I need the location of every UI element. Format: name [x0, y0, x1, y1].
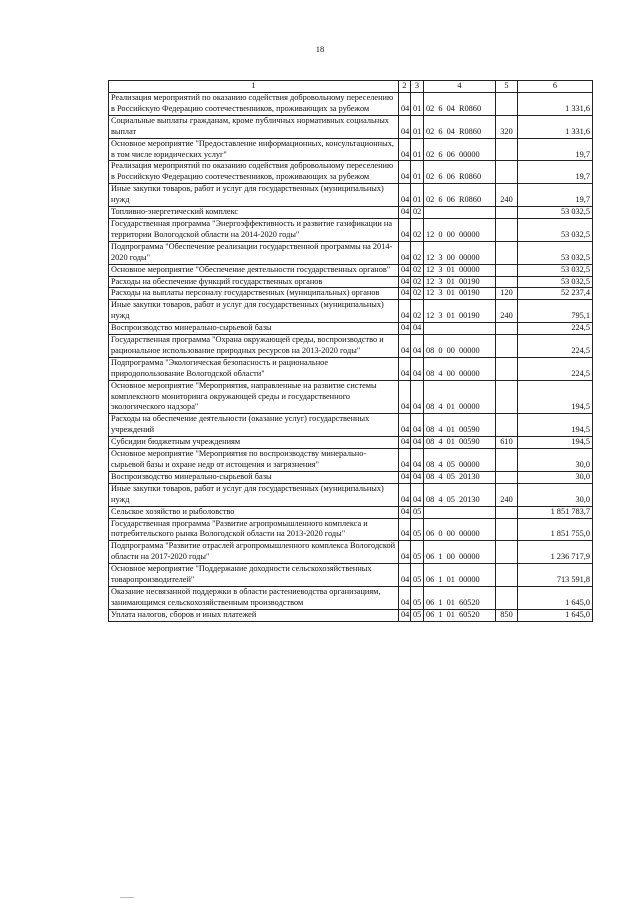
cell-vr [496, 449, 518, 472]
cell-pr: 01 [411, 115, 424, 138]
cell-csr: 08 4 05 20130 [424, 471, 496, 483]
cell-sum: 224,5 [518, 335, 593, 358]
cell-rz: 04 [399, 586, 411, 609]
cell-vr [496, 471, 518, 483]
cell-pr: 02 [411, 264, 424, 276]
cell-name: Расходы на выплаты персоналу государственных (муниципальных) органов [109, 288, 399, 300]
cell-csr: 12 3 01 00190 [424, 288, 496, 300]
table-row [109, 483, 593, 506]
cell-rz: 04 [399, 437, 411, 449]
cell-vr: 850 [496, 609, 518, 621]
table-row [109, 161, 593, 184]
cell-rz: 04 [399, 518, 411, 541]
cell-name: Социальные выплаты гражданам, кроме публичных нормативных социальных выплат [109, 115, 399, 138]
cell-rz: 04 [399, 288, 411, 300]
cell-vr: 240 [496, 300, 518, 323]
table-row [109, 437, 593, 449]
cell-csr: 06 1 00 00000 [424, 541, 496, 564]
cell-csr: 02 6 04 R0860 [424, 93, 496, 116]
cell-pr: 02 [411, 300, 424, 323]
cell-vr [496, 138, 518, 161]
cell-vr [496, 335, 518, 358]
cell-csr: 08 0 00 00000 [424, 335, 496, 358]
table-row [109, 586, 593, 609]
cell-sum: 713 591,8 [518, 564, 593, 587]
cell-pr: 02 [411, 276, 424, 288]
cell-name: Основное мероприятие "Мероприятия, направленные на развитие системы комплексного мониторинга окружающей среды и государственного экологического надзора" [109, 380, 399, 414]
cell-pr: 01 [411, 138, 424, 161]
cell-name: Расходы на обеспечение функций государственных органов [109, 276, 399, 288]
cell-rz: 04 [399, 335, 411, 358]
cell-vr: 240 [496, 483, 518, 506]
cell-vr [496, 541, 518, 564]
cell-sum: 194,5 [518, 414, 593, 437]
cell-sum: 53 032,5 [518, 264, 593, 276]
cell-vr: 240 [496, 184, 518, 207]
table-row [109, 207, 593, 219]
table-row [109, 506, 593, 518]
cell-name: Иные закупки товаров, работ и услуг для государственных (муниципальных) нужд [109, 184, 399, 207]
cell-sum: 53 032,5 [518, 207, 593, 219]
cell-csr: 08 4 01 00000 [424, 380, 496, 414]
cell-rz: 04 [399, 506, 411, 518]
cell-csr [424, 207, 496, 219]
cell-name: Основное мероприятие "Обеспечение деятельности государственных органов" [109, 264, 399, 276]
cell-vr: 320 [496, 115, 518, 138]
cell-csr [424, 506, 496, 518]
cell-pr: 05 [411, 541, 424, 564]
cell-csr: 06 0 00 00000 [424, 518, 496, 541]
cell-rz: 04 [399, 264, 411, 276]
cell-pr: 05 [411, 564, 424, 587]
cell-sum: 1 331,6 [518, 115, 593, 138]
cell-name: Реализация мероприятий по оказанию содействия добровольному переселению в Российскую Федерацию соотечественников, проживающих за рубежом [109, 93, 399, 116]
cell-vr [496, 518, 518, 541]
cell-name: Оказание несвязанной поддержки в области растениеводства организациям, занимающимся сельскохозяйственным производством [109, 586, 399, 609]
cell-csr: 02 6 06 00000 [424, 138, 496, 161]
cell-rz: 04 [399, 564, 411, 587]
table-row [109, 115, 593, 138]
cell-rz: 04 [399, 483, 411, 506]
cell-name: Государственная программа "Развитие агропромышленного комплекса и потребительского рынка Вологодской области на 2013-2020 годы" [109, 518, 399, 541]
table-row [109, 138, 593, 161]
column-header: 4 [424, 81, 496, 93]
cell-sum: 1 331,6 [518, 93, 593, 116]
cell-rz: 04 [399, 218, 411, 241]
budget-table [108, 80, 593, 622]
cell-csr: 12 0 00 00000 [424, 218, 496, 241]
cell-vr [496, 264, 518, 276]
cell-csr: 06 1 01 60520 [424, 609, 496, 621]
cell-name: Основное мероприятие "Мероприятия по воспроизводству минерально-сырьевой базы и охране недр от истощения и загрязнения" [109, 449, 399, 472]
cell-vr [496, 357, 518, 380]
cell-pr: 02 [411, 241, 424, 264]
cell-rz: 04 [399, 471, 411, 483]
cell-sum: 1 645,0 [518, 609, 593, 621]
table-row [109, 357, 593, 380]
cell-pr: 04 [411, 483, 424, 506]
table-row [109, 471, 593, 483]
cell-name: Уплата налогов, сборов и иных платежей [109, 609, 399, 621]
cell-sum: 194,5 [518, 380, 593, 414]
cell-name: Расходы на обеспечение деятельности (оказание услуг) государственных учреждений [109, 414, 399, 437]
table-row [109, 264, 593, 276]
cell-name: Сельское хозяйство и рыболовство [109, 506, 399, 518]
cell-sum: 53 032,5 [518, 218, 593, 241]
cell-vr: 610 [496, 437, 518, 449]
table-row [109, 218, 593, 241]
cell-pr: 01 [411, 93, 424, 116]
cell-vr [496, 93, 518, 116]
table-row [109, 541, 593, 564]
cell-csr: 06 1 01 00000 [424, 564, 496, 587]
cell-vr [496, 564, 518, 587]
cell-csr: 08 4 01 00590 [424, 437, 496, 449]
cell-sum: 19,7 [518, 161, 593, 184]
table-row [109, 335, 593, 358]
cell-pr: 05 [411, 506, 424, 518]
cell-pr: 04 [411, 357, 424, 380]
cell-vr [496, 506, 518, 518]
cell-csr: 12 3 01 00190 [424, 300, 496, 323]
column-header: 5 [496, 81, 518, 93]
cell-csr: 08 4 05 20130 [424, 483, 496, 506]
cell-pr: 05 [411, 518, 424, 541]
cell-sum: 224,5 [518, 323, 593, 335]
cell-name: Основное мероприятие "Предоставление информационных, консультационных, в том числе юридических услуг" [109, 138, 399, 161]
cell-pr: 04 [411, 471, 424, 483]
cell-pr: 04 [411, 380, 424, 414]
cell-rz: 04 [399, 207, 411, 219]
cell-vr [496, 414, 518, 437]
cell-name: Воспроизводство минерально-сырьевой базы [109, 323, 399, 335]
cell-vr: 120 [496, 288, 518, 300]
cell-vr [496, 380, 518, 414]
table-row [109, 241, 593, 264]
cell-sum: 224,5 [518, 357, 593, 380]
cell-sum: 1 236 717,9 [518, 541, 593, 564]
cell-name: Основное мероприятие "Поддержание доходности сельскохозяйственных товаропроизводителей" [109, 564, 399, 587]
cell-vr [496, 207, 518, 219]
cell-sum: 19,7 [518, 138, 593, 161]
scan-artifact [120, 897, 134, 898]
cell-csr: 02 6 06 R0860 [424, 184, 496, 207]
cell-pr: 01 [411, 184, 424, 207]
cell-name: Государственная программа "Энергоэффективность и развитие газификации на территории Вологодской области на 2014-2020 годы" [109, 218, 399, 241]
table-row [109, 609, 593, 621]
cell-csr: 08 4 05 00000 [424, 449, 496, 472]
cell-rz: 04 [399, 380, 411, 414]
cell-sum: 52 237,4 [518, 288, 593, 300]
cell-vr [496, 218, 518, 241]
cell-rz: 04 [399, 449, 411, 472]
cell-rz: 04 [399, 115, 411, 138]
cell-name: Подпрограмма "Обеспечение реализации государственной программы на 2014-2020 годы" [109, 241, 399, 264]
cell-pr: 04 [411, 449, 424, 472]
cell-rz: 04 [399, 161, 411, 184]
cell-name: Воспроизводство минерально-сырьевой базы [109, 471, 399, 483]
cell-csr: 12 3 01 00000 [424, 264, 496, 276]
column-number-row [109, 81, 593, 93]
table-row [109, 300, 593, 323]
table-row [109, 184, 593, 207]
cell-name: Субсидии бюджетным учреждениям [109, 437, 399, 449]
table-row [109, 323, 593, 335]
cell-vr [496, 586, 518, 609]
cell-pr: 04 [411, 437, 424, 449]
page-number: 18 [315, 44, 325, 54]
cell-name: Реализация мероприятий по оказанию содействия добровольному переселению в Российскую Федерацию соотечественников, проживающих за рубежом [109, 161, 399, 184]
cell-sum: 1 645,0 [518, 586, 593, 609]
cell-rz: 04 [399, 241, 411, 264]
column-header: 3 [411, 81, 424, 93]
cell-pr: 04 [411, 335, 424, 358]
cell-sum: 53 032,5 [518, 241, 593, 264]
budget-table-body [109, 81, 593, 622]
cell-csr: 08 4 01 00590 [424, 414, 496, 437]
cell-vr [496, 276, 518, 288]
cell-sum: 1 851 783,7 [518, 506, 593, 518]
cell-csr [424, 323, 496, 335]
cell-pr: 02 [411, 288, 424, 300]
cell-sum: 53 032,5 [518, 276, 593, 288]
table-row [109, 449, 593, 472]
cell-pr: 05 [411, 586, 424, 609]
cell-csr: 02 6 04 R0860 [424, 115, 496, 138]
cell-name: Подпрограмма "Развитие отраслей агропромышленного комплекса Вологодской области на 2017-2020 годы" [109, 541, 399, 564]
table-row [109, 288, 593, 300]
cell-name: Иные закупки товаров, работ и услуг для государственных (муниципальных) нужд [109, 300, 399, 323]
table-row [109, 380, 593, 414]
column-header: 2 [399, 81, 411, 93]
column-header: 1 [109, 81, 399, 93]
table-row [109, 93, 593, 116]
cell-csr: 12 3 01 00190 [424, 276, 496, 288]
column-header: 6 [518, 81, 593, 93]
cell-name: Иные закупки товаров, работ и услуг для государственных (муниципальных) нужд [109, 483, 399, 506]
cell-sum: 19,7 [518, 184, 593, 207]
cell-sum: 795,1 [518, 300, 593, 323]
cell-sum: 1 851 755,0 [518, 518, 593, 541]
cell-sum: 30,0 [518, 483, 593, 506]
cell-pr: 05 [411, 609, 424, 621]
cell-name: Топливно-энергетический комплекс [109, 207, 399, 219]
cell-rz: 04 [399, 414, 411, 437]
cell-vr [496, 241, 518, 264]
cell-name: Подпрограмма "Экологическая безопасность и рациональное природопользование Вологодской области" [109, 357, 399, 380]
cell-rz: 04 [399, 93, 411, 116]
cell-rz: 04 [399, 138, 411, 161]
cell-pr: 04 [411, 323, 424, 335]
cell-pr: 04 [411, 414, 424, 437]
cell-rz: 04 [399, 276, 411, 288]
cell-rz: 04 [399, 323, 411, 335]
cell-sum: 194,5 [518, 437, 593, 449]
cell-rz: 04 [399, 300, 411, 323]
cell-csr: 06 1 01 60520 [424, 586, 496, 609]
cell-csr: 12 3 00 00000 [424, 241, 496, 264]
cell-rz: 04 [399, 541, 411, 564]
cell-rz: 04 [399, 184, 411, 207]
cell-rz: 04 [399, 357, 411, 380]
cell-pr: 02 [411, 207, 424, 219]
cell-sum: 30,0 [518, 471, 593, 483]
cell-vr [496, 323, 518, 335]
cell-rz: 04 [399, 609, 411, 621]
cell-name: Государственная программа "Охрана окружающей среды, воспроизводство и рациональное использование природных ресурсов на 2013-2020 годы" [109, 335, 399, 358]
table-row [109, 564, 593, 587]
cell-vr [496, 161, 518, 184]
cell-csr: 08 4 00 00000 [424, 357, 496, 380]
table-row [109, 276, 593, 288]
cell-csr: 02 6 06 R0860 [424, 161, 496, 184]
table-row [109, 414, 593, 437]
cell-sum: 30,0 [518, 449, 593, 472]
cell-pr: 01 [411, 161, 424, 184]
cell-pr: 02 [411, 218, 424, 241]
table-row [109, 518, 593, 541]
